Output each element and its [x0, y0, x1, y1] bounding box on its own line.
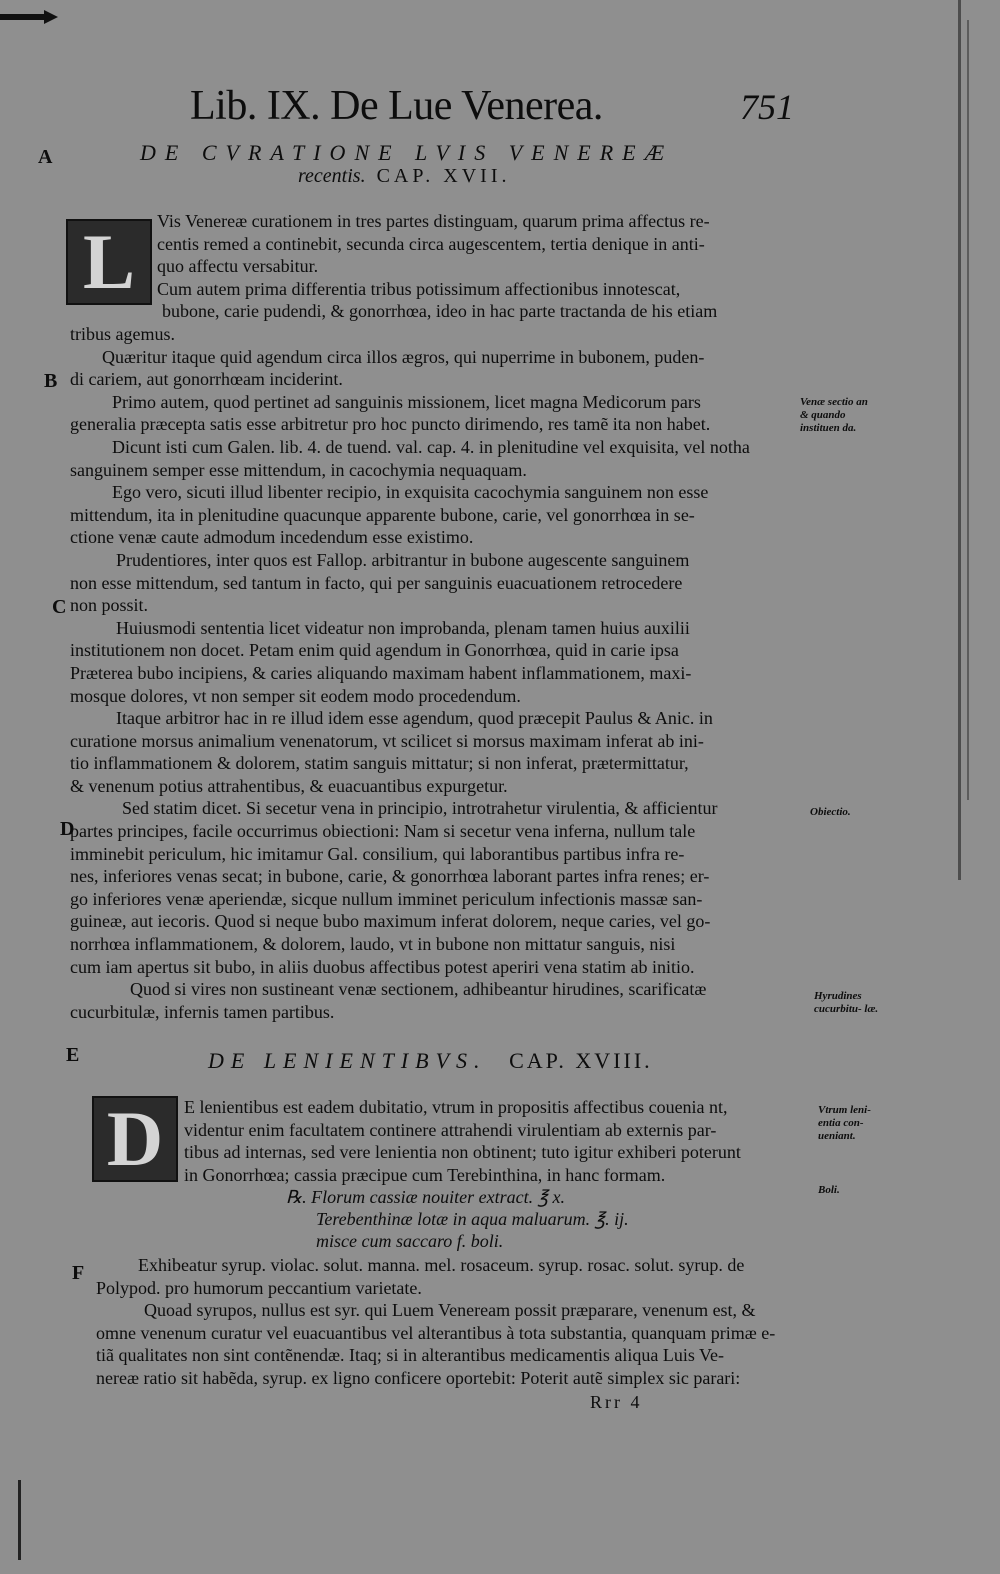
text-line: bubone, carie pudendi, & gonorrhœa, ideo in hac parte tractanda de his etiam: [162, 301, 718, 322]
text-line: Dicunt isti cum Galen. lib. 4. de tuend. val. cap. 4. in plenitudine vel exquisita, vel notha: [112, 436, 750, 457]
chapter-18-heading: [208, 1048, 653, 1074]
text-line: Quæritur itaque quid agendum circa illos ægros, qui nuperrime in bubonem, puden-: [102, 346, 705, 367]
text-line: generalia præcepta satis esse arbitretur pro hoc puncto dirimendo, res tamẽ ita non habet.: [70, 414, 711, 435]
running-title: Lib. IX. De Lue Venerea.: [190, 83, 603, 129]
margin-note-obiectio: Obiectio.: [810, 806, 851, 818]
side-letter-c: C: [52, 596, 67, 618]
text-line: Ego vero, sicuti illud libenter recipio, in exquisita cacochymia sanguinem non esse: [112, 482, 709, 503]
text-line: Vis Venereæ curationem in tres partes distinguam, quarum prima affectus re-: [157, 211, 710, 231]
page-edge-shadow: [958, 0, 961, 880]
decorated-initial-l: L: [66, 219, 152, 305]
recipe-line: ℞. Florum cassiæ nouiter extract. ℥ x.: [286, 1187, 565, 1207]
text-line: tiã qualitates non sint contẽnendæ. Itaq; si in alterantibus medicamentis aliqua Luis Ve-: [96, 1345, 725, 1366]
text-line: quo affectu versabitur.: [157, 256, 319, 277]
text-line: mittendum, ita in plenitudine quacunque apparente bubone, carie, vel gonorrhœa in se-: [70, 504, 695, 525]
signature-mark: Rrr 4: [590, 1392, 643, 1412]
decorated-initial-d: D: [92, 1096, 178, 1182]
text-line: guineæ, aut iecoris. Quod si neque bubo maximum inferat dolorem, neque caries, vel go-: [70, 911, 711, 932]
text-line: & venenum potius attrahentibus, & euacuantibus expurgetur.: [70, 775, 508, 796]
side-letter-b: B: [44, 370, 58, 392]
text-line: Cum autem prima differentia tribus potissimum affectionibus innotescat,: [157, 278, 681, 299]
text-line: Sed statim dicet. Si secetur vena in principio, introtrahetur virulentia, & afficientur: [122, 798, 718, 819]
text-line: Quoad syrupos, nullus est syr. qui Luem Veneream possit præparare, venenum est, &: [144, 1300, 756, 1321]
text-line: non possit.: [70, 595, 149, 616]
text-line: Prudentiores, inter quos est Fallop. arbitrantur in bubone augescente sanguinem: [116, 549, 690, 570]
recipe-block: [286, 1186, 629, 1252]
text-line: di cariem, aut gonorrhœam inciderint.: [70, 369, 343, 390]
text-line: nes, inferiores venas secat; in bubone, carie, & gonorrhœa laborant partes infra renes; er-: [70, 866, 710, 887]
chapter-17-heading: DE CVRATIONE LVIS VENEREÆ: [140, 140, 674, 165]
text-line: Polypod. pro humorum peccantium varietate.: [96, 1277, 422, 1298]
chapter-18-number: CAP. XVIII.: [509, 1048, 653, 1073]
text-line: non esse mittendum, sed tantum in facto, qui per sanguinis euacuationem retrocedere: [70, 572, 683, 593]
text-line: cucurbitulæ, infernis tamen partibus.: [70, 1001, 335, 1022]
chapter-17-subheading: [298, 165, 510, 188]
side-letter-a: A: [38, 146, 53, 168]
text-line: institutionem non docet. Petam enim quid agendum in Gonorrhœa, quid in carie ipsa: [70, 640, 679, 661]
text-line: mosque dolores, vt non semper sit eodem modo procedendum.: [70, 685, 521, 706]
text-line: norrhœa inflammationem, & dolorem, laudo, vt in bubone non mittatur sanguis, nisi: [70, 934, 676, 955]
side-letter-f: F: [72, 1262, 85, 1284]
text-line: tibus ad internas, sed vere lenientia non obtinent; tuto igitur exhiberi poterunt: [184, 1142, 741, 1163]
text-line: videntur enim facultatem continere attrahendi virulentiam ab externis par-: [184, 1119, 717, 1140]
binding-mark: [18, 1480, 21, 1560]
page-number: 751: [740, 87, 794, 127]
margin-note-lenientia: Vtrum leni- entia con- ueniant.: [818, 1104, 871, 1142]
text-line: Huiusmodi sententia licet videatur non improbanda, plenam tamen huius auxilii: [116, 617, 690, 638]
printer-mark-arrow: [44, 10, 58, 24]
page-edge-shadow-inner: [967, 20, 969, 800]
text-line: ctione venæ caute admodum incedendum esse existimo.: [70, 527, 474, 548]
chapter-17-opening: [157, 210, 717, 323]
side-letter-d: D: [60, 818, 75, 840]
text-line: cum iam apertus sit bubo, in aliis duobus affectibus potest aperiri vena statim ab initio.: [70, 956, 695, 977]
text-line: sanguinem semper esse mittendum, in cacochymia nequaquam.: [70, 459, 527, 480]
text-line: go inferiores venæ aperiendæ, sicque nullum imminet periculum infectionis massæ san-: [70, 888, 703, 909]
chapter-17-subheading-italic: recentis.: [298, 165, 366, 187]
text-line: Primo autem, quod pertinet ad sanguinis missionem, licet magna Medicorum pars: [112, 391, 701, 412]
text-line: Exhibeatur syrup. violac. solut. manna. mel. rosaceum. syrup. rosac. solut. syrup. de: [138, 1255, 745, 1275]
margin-note-boli: Boli.: [818, 1184, 840, 1196]
text-line: tribus agemus.: [70, 324, 175, 344]
margin-note-hirudines: Hyrudines cucurbitu- læ.: [814, 990, 879, 1015]
text-line: in Gonorrhœa; cassia præcipue cum Terebinthina, in hanc formam.: [184, 1164, 666, 1185]
recipe-line: Terebenthinæ lotæ in aqua maluarum. ℥. ij.: [316, 1209, 629, 1229]
chapter-18-opening: [184, 1096, 741, 1186]
text-line: omne venenum curatur vel euacuantibus vel alterantibus à tota substantia, quanquam primæ e-: [96, 1322, 776, 1343]
text-line: nereæ ratio sit habẽda, syrup. ex ligno conficere oportebit: Poterit autẽ simplex sic parari:: [96, 1367, 741, 1388]
recipe-line: misce cum saccaro f. boli.: [316, 1231, 504, 1251]
margin-note-venae-sectio: Venæ sectio an & quando instituen da.: [800, 396, 868, 434]
text-line: curatione morsus animalium venenatorum, vt scilicet si morsus maximam inferat ab ini-: [70, 730, 704, 751]
chapter-18-body: [96, 1254, 775, 1390]
text-line: centis remed a continebit, secunda circa augescentem, tertia denique in anti-: [157, 233, 705, 254]
text-line: tio inflammationem & dolorem, statim sanguis mittatur; si non inferat, prætermittatur,: [70, 753, 689, 774]
side-letter-e: E: [66, 1044, 80, 1066]
text-line: partes principes, facile occurrimus obiectioni: Nam si secetur vena inferna, nullum tale: [70, 821, 696, 842]
text-line: imminebit periculum, hic imitamur Gal. consilium, qui laborantibus partibus infra re-: [70, 843, 685, 864]
chapter-18-title: DE LENIENTIBVS.: [208, 1048, 487, 1073]
text-line: Præterea bubo incipiens, & caries aliquando maximam habent inflammationem, maxi-: [70, 662, 692, 683]
chapter-17-body: [70, 323, 750, 1023]
text-line: E lenientibus est eadem dubitatio, vtrum in propositis affectibus couenia nt,: [184, 1097, 728, 1117]
text-line: Itaque arbitror hac in re illud idem esse agendum, quod præcepit Paulus & Anic. in: [116, 708, 713, 729]
text-line: Quod si vires non sustineant venæ sectionem, adhibeantur hirudines, scarificatæ: [130, 979, 707, 1000]
chapter-17-number: CAP. XVII.: [376, 165, 511, 187]
